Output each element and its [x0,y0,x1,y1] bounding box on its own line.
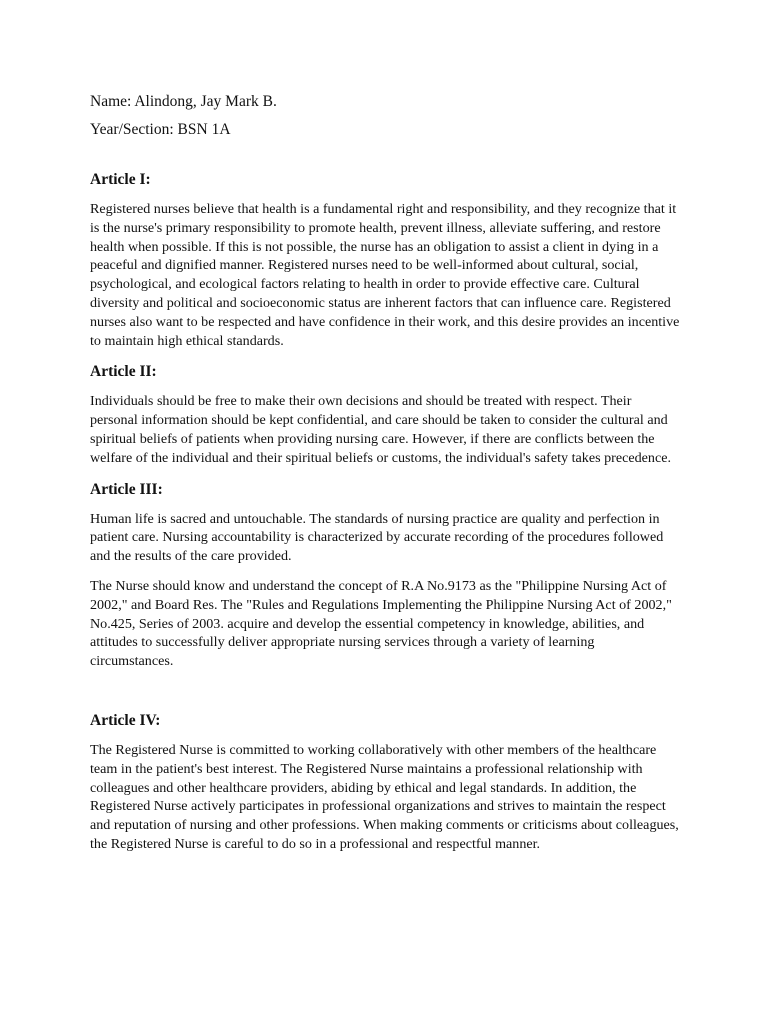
article-2-title: Article II: [90,363,157,381]
document-page [90,92,680,854]
article-2-paragraph-1: Individuals should be free to make their own decisions and should be treated with respect. Their personal information should be kept confidential, and care should be taken to consider the cultural and spiritual beliefs of patients when providing nursing care. However, if there are conflicts between the welfare of the individual and their spiritual beliefs or customs, the individual's safety takes precedence. [90,393,671,466]
article-3-paragraph-1: Human life is sacred and untouchable. The standards of nursing practice are quality and perfection in patient care. Nursing accountability is characterized by accurate recording of the procedures followed and the results of the care provided. [90,510,664,565]
article-3-title: Article III: [90,480,163,498]
article-1-title: Article I: [90,171,151,188]
article-3-paragraph-2: The Nurse should know and understand the concept of R.A No.9173 as the "Philippine Nursing Act of 2002," and Board Res. The "Rules and Regulations Implementing the Philippine Nursing Act of 2002," No.425, Series of 2003. acquire and develop the essential competency in knowledge, abilities, and attitudes to successfully deliver appropriate nursing services through a variety of learning circumstances. [90,577,672,670]
article-4-paragraph-1: The Registered Nurse is committed to working collaboratively with other members of the healthcare team in the patient's best interest. The Registered Nurse maintains a professional relationship with colleagues and other healthcare providers, abiding by ethical and legal standards. In addition, the Registered Nurse actively participates in professional organizations and strives to maintain the respect and reputation of nursing and other professions. When making comments or criticisms about colleagues, the Registered Nurse is careful to do so in a professional and respectful manner. [90,741,679,852]
student-name: Name: Alindong, Jay Mark B. [90,93,277,110]
article-1-paragraph-1: Registered nurses believe that health is a fundamental right and responsibility, and they recognize that it is the nurse's primary responsibility to promote health, prevent illness, alleviate suffering, and restore health when possible. If this is not possible, the nurse has an obligation to assist a client in dying in a peaceful and dignified manner. Registered nurses need to be well-informed about cultural, social, psychological, and ecological factors relating to health in order to provide effective care. Cultural diversity and political and socioeconomic status are inherent factors that can influence care. Registered nurses also want to be respected and have confidence in their work, and this desire provides an incentive to maintain high ethical standards. [90,201,680,349]
article-4-title: Article IV: [90,711,161,729]
year-section: Year/Section: BSN 1A [90,121,231,138]
